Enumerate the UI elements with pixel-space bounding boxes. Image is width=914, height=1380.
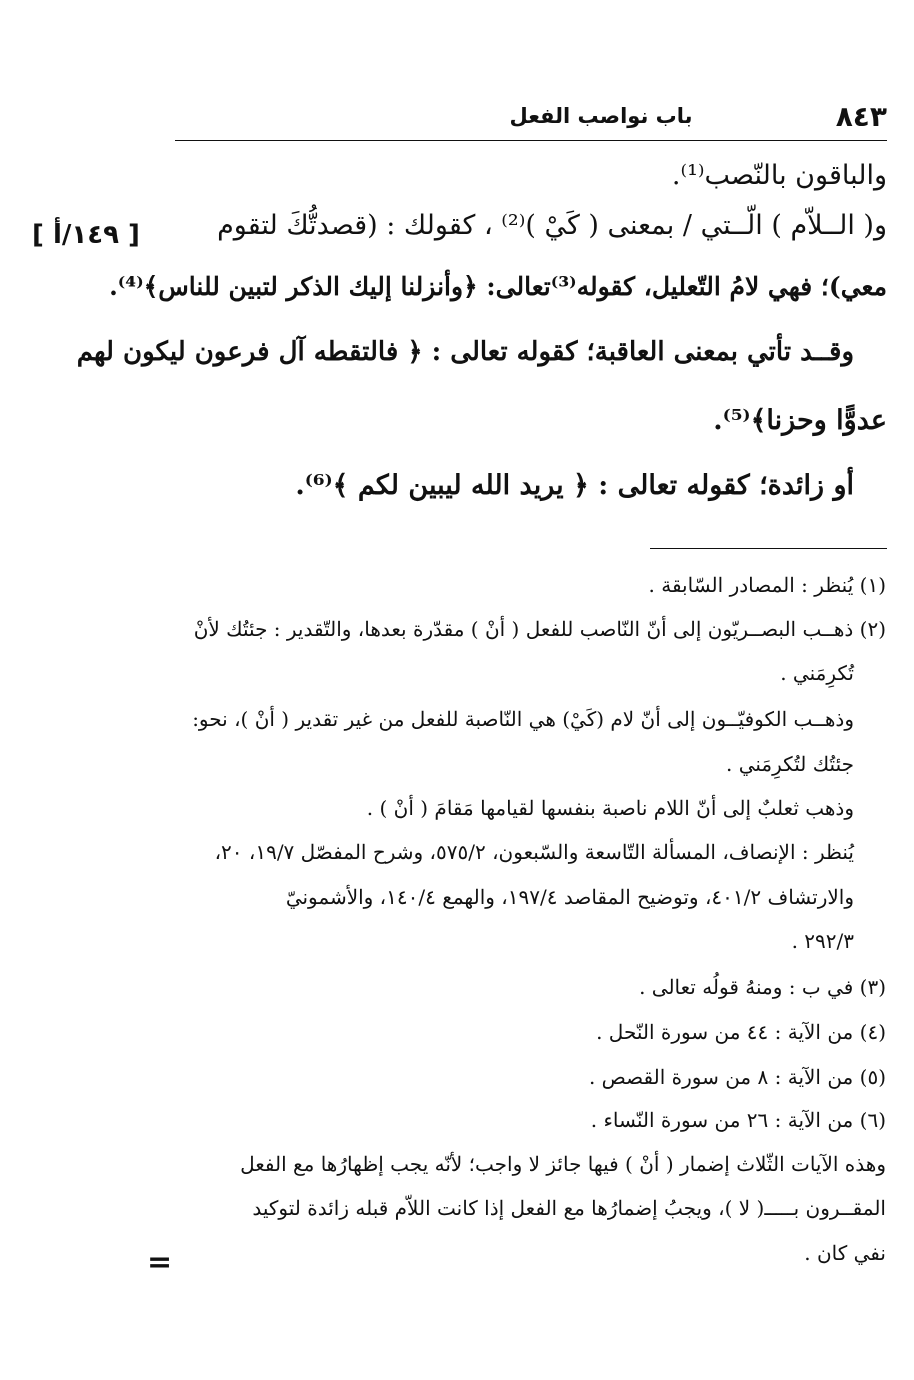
body-line-1: والباقون بالنّصب⁽¹⁾. (671, 160, 887, 191)
body-line-6: أو زائدة؛ كقوله تعالى : ﴿ يريد الله ليبين لكم ﴾⁽⁶⁾. (295, 470, 854, 501)
body-line-2: و( الــلاّم ) الّــتي / بمعنى ( كَيْ )⁽²⁾ ، كقولك : (قصدتُّكَ لتقوم (217, 210, 887, 241)
footnote-2-line-7: والارتشاف ٤٠١/٢، وتوضيح المقاصد ١٩٧/٤، والهمع ١٤٠/٤، والأشمونيّ (285, 885, 854, 909)
body-line-4: وقــد تأتي بمعنى العاقبة؛ كقوله تعالى : ﴿ فالتقطه آل فرعون ليكون لهم (76, 337, 854, 367)
footnote-2-line-4: جئتُك لتُكرِمَني . (726, 752, 854, 776)
footnote-2-line-3: وذهــب الكوفيّــون إلى أنّ لام (كَيْ) هي النّاصبة للفعل من غير تقدير ( أنْ )، نحو: (192, 707, 854, 731)
footnote-3: (٣) في ب : ومنهُ قولُه تعالى . (639, 975, 886, 999)
footnote-cont-line-3: نفي كان . (804, 1241, 886, 1265)
manuscript-folio-ref: [ ١٤٩/أ ] (32, 220, 140, 250)
footnote-4: (٤) من الآية : ٤٤ من سورة النّحل . (596, 1020, 886, 1044)
page-number: ٨٤٣ (835, 100, 887, 133)
footnote-5: (٥) من الآية : ٨ من سورة القصص . (588, 1065, 886, 1089)
footnote-2-line-1: (٢) ذهــب البصــريّون إلى أنّ النّاصب للفعل ( أنْ ) مقدّرة بعدها، والتّقدير : جئتُك لأنْ (193, 617, 886, 641)
body-line-5: عدوًّا وحزنا﴾⁽⁵⁾. (713, 405, 887, 436)
footnote-cont-line-2: المقــرون بـــــ( لا )، ويجبُ إضمارُها مع الفعل إذا كانت اللاّم قبله زائدة لتوكيد (252, 1196, 886, 1220)
footnote-separator (650, 548, 887, 549)
footnote-2-line-6: يُنظر : الإنصاف، المسألة التّاسعة والسّبعون، ٥٧٥/٢، وشرح المفصّل ١٩/٧، ٢٠، (214, 840, 854, 864)
chapter-title: باب نواصب الفعل (509, 104, 693, 128)
page-header (175, 100, 887, 142)
footnote-6: (٦) من الآية : ٢٦ من سورة النّساء . (590, 1108, 886, 1132)
footnote-cont-line-1: وهذه الآيات الثّلاث إضمار ( أنْ ) فيها جائز لا واجب؛ لأنّه يجب إظهارُها مع الفعل (240, 1152, 886, 1176)
footnote-2-line-5: وذهب ثعلبٌ إلى أنّ اللام ناصبة بنفسها لقيامها مَقامَ ( أنْ ) . (366, 796, 854, 820)
footnote-2-line-2: تُكرِمَني . (780, 661, 854, 685)
header-rule (175, 140, 887, 141)
footnote-2-line-8: ٢٩٢/٣ . (791, 929, 854, 953)
body-line-3: معي)؛ فهي لامُ التّعليل، كقوله⁽³⁾تعالى: ﴿وأنزلنا إليك الذكر لتبين للناس﴾⁽⁴⁾. (109, 272, 887, 301)
footnote-1: (١) يُنظر : المصادر السّابقة . (648, 573, 886, 597)
continuation-mark: = (147, 1245, 173, 1280)
